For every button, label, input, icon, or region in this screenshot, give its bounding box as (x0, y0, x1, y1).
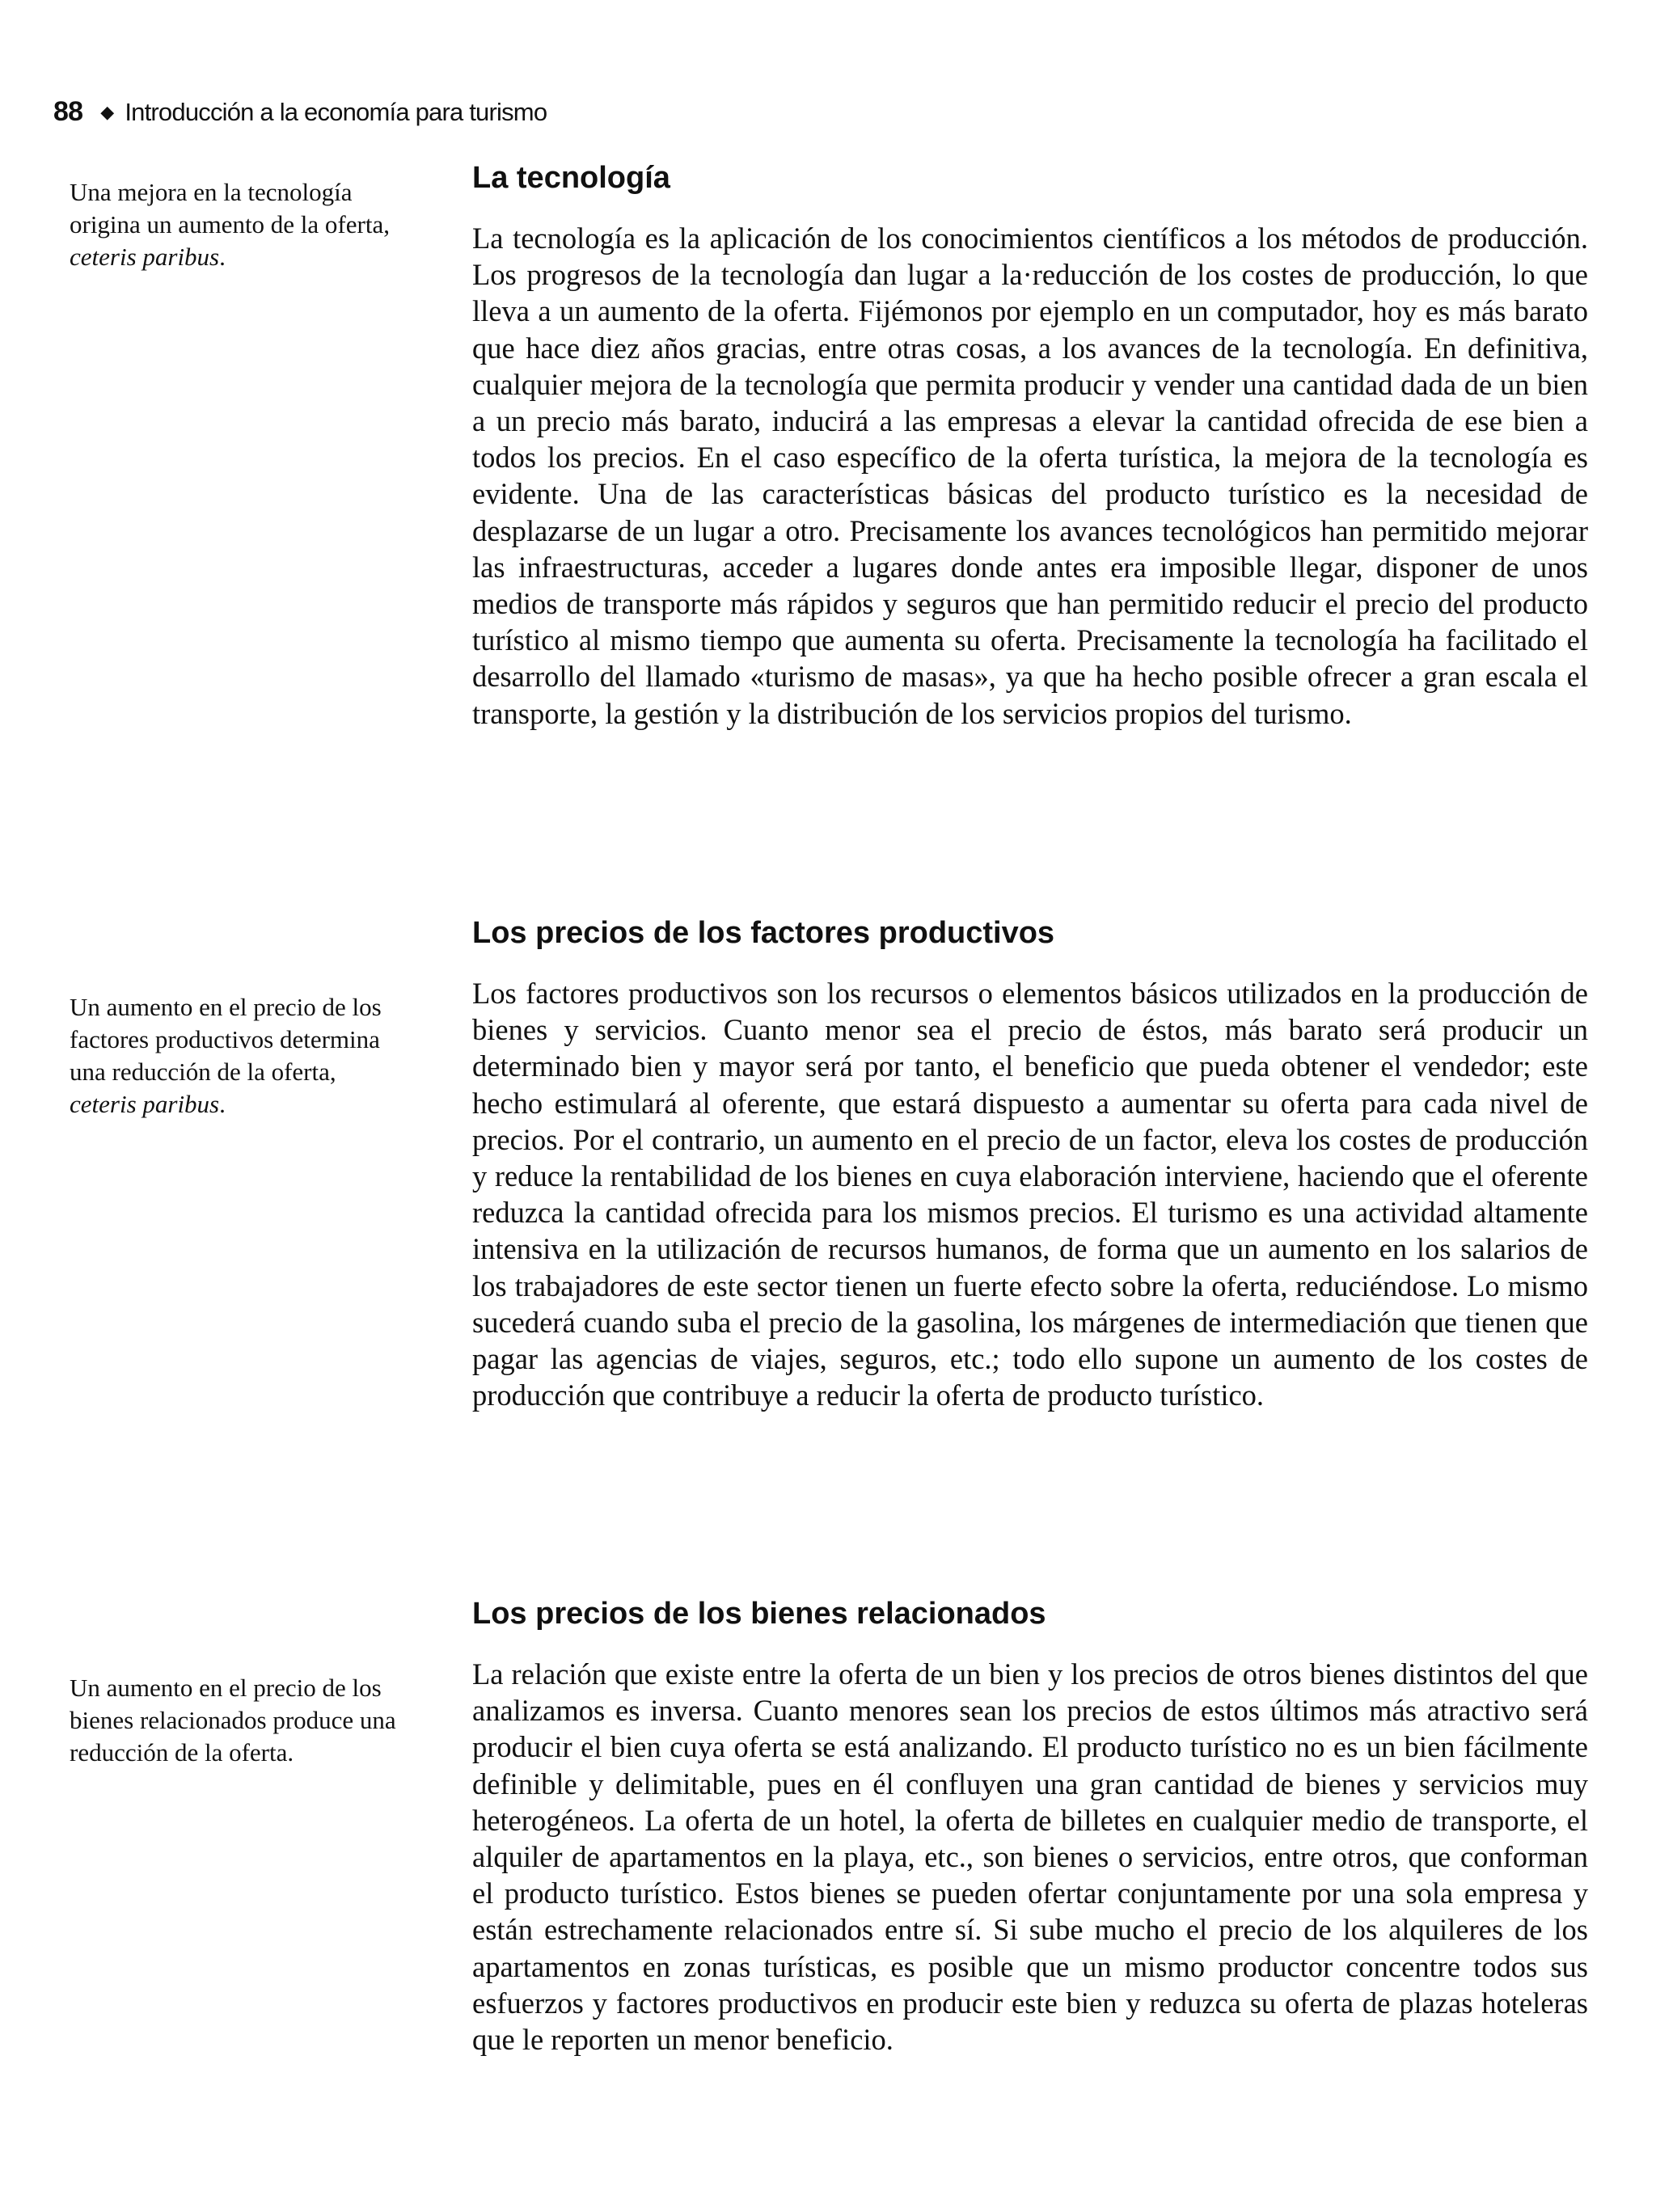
section-heading: Los precios de los factores productivos (472, 916, 1055, 950)
body-paragraph: La relación que existe entre la oferta de un bien y los precios de otros bienes distintos del que analizamos es inversa. Cuanto menores sean los precios de estos últimos más atractivo será producir el bien cuya oferta se está analizando. El producto turístico no es un bien fácilmente definible y delimitable, pues en él confluyen una gran cantidad de bienes y servicios muy heterogéneos. La oferta de un hotel, la oferta de billetes en cualquier medio de transporte, el alquiler de apartamentos en la playa, etc., son bienes o servicios, entre otros, que conforman el producto turístico. Estos bienes se pueden ofertar conjuntamente por una sola empresa y están estrechamente relacionados entre sí. Si sube mucho el precio de los alquileres de los apartamentos en zonas turísticas, es posible que un mismo productor concentre todos sus esfuerzos y factores productivos en producir este bien y reduzca su oferta de plazas hoteleras que le reporten un menor beneficio. (472, 1657, 1588, 2057)
book-title: Introducción a la economía para turismo (125, 98, 547, 126)
diamond-bullet-icon: ◆ (100, 102, 114, 122)
body-paragraph: La tecnología es la aplicación de los conocimientos científicos a los métodos de producción. Los progresos de la tecnología dan lugar a la·reducción de los costes de producción, lo que lleva a un aumento de la oferta. Fijémonos por ejemplo en un computador, hoy es más barato que hace diez años gracias, entre otras cosas, a los avances de la tecnología. En definitiva, cualquier mejora de la tecnología que permita producir y vender una cantidad dada de un bien a un precio más barato, inducirá a las empresas a elevar la cantidad ofrecida de ese bien a todos los precios. En el caso específico de la oferta turística, la mejora de la tecnología es evidente. Una de las características básicas del producto turístico es la necesidad de desplazarse de un lugar a otro. Precisamente los avances tecnológicos han permitido mejorar las infraestructuras, acceder a lugares donde antes era imposible llegar, disponer de unos medios de transporte más rápidos y seguros que han permitido reducir el precio del producto turístico al mismo tiempo que aumenta su oferta. Precisamente la tecnología ha facilitado el desarrollo del llamado «turismo de masas», ya que ha hecho posible ofrecer a gran escala el transporte, la gestión y la distribución de los servicios propios del turismo. (472, 222, 1588, 730)
margin-note-end: . (219, 1090, 226, 1118)
margin-note-emphasis: ceteris paribus (70, 1090, 220, 1118)
section-heading: Los precios de los bienes relacionados (472, 1597, 1046, 1631)
body-paragraph: Los factores productivos son los recursos o elementos básicos utilizados en la producción de bienes y servicios. Cuanto menor sea el precio de éstos, más barato será producir un determinado bien y mayor será por tanto, el beneficio que pueda obtener el vendedor; este hecho estimulará al oferente, que estará dispuesto a aumentar su oferta para cada nivel de precios. Por el contrario, un aumento en el precio de un factor, eleva los costes de producción y reduce la rentabilidad de los bienes en cuya elaboración interviene, haciendo que el oferente reduzca la cantidad ofrecida para los mismos precios. El turismo es una actividad altamente intensiva en la utilización de recursos humanos, de forma que un aumento en los salarios de los trabajadores de este sector tienen un fuerte efecto sobre la oferta, reduciéndose. Lo mismo sucederá cuando suba el precio de la gasolina, los márgenes de intermediación que tienen que pagar las agencias de viajes, seguros, etc.; todo ello supone un aumento de los costes de producción que contribuye a reducir la oferta de producto turístico. (472, 977, 1588, 1412)
margin-note (70, 991, 409, 1121)
margin-note-text: Un aumento en el precio de los factores productivos determina una reducción de la oferta, (70, 993, 382, 1086)
margin-note-emphasis: ceteris paribus (70, 243, 220, 271)
margin-note (70, 176, 409, 273)
margin-note-text: Un aumento en el precio de los bienes relacionados produce una reducción de la oferta. (70, 1674, 396, 1767)
margin-note-text: Una mejora en la tecnología origina un aumento de la oferta, (70, 178, 390, 239)
margin-note-end: . (219, 243, 226, 271)
margin-note (70, 1672, 409, 1769)
page-number: 88 (53, 96, 83, 127)
running-header (53, 95, 547, 131)
section-heading: La tecnología (472, 161, 670, 195)
